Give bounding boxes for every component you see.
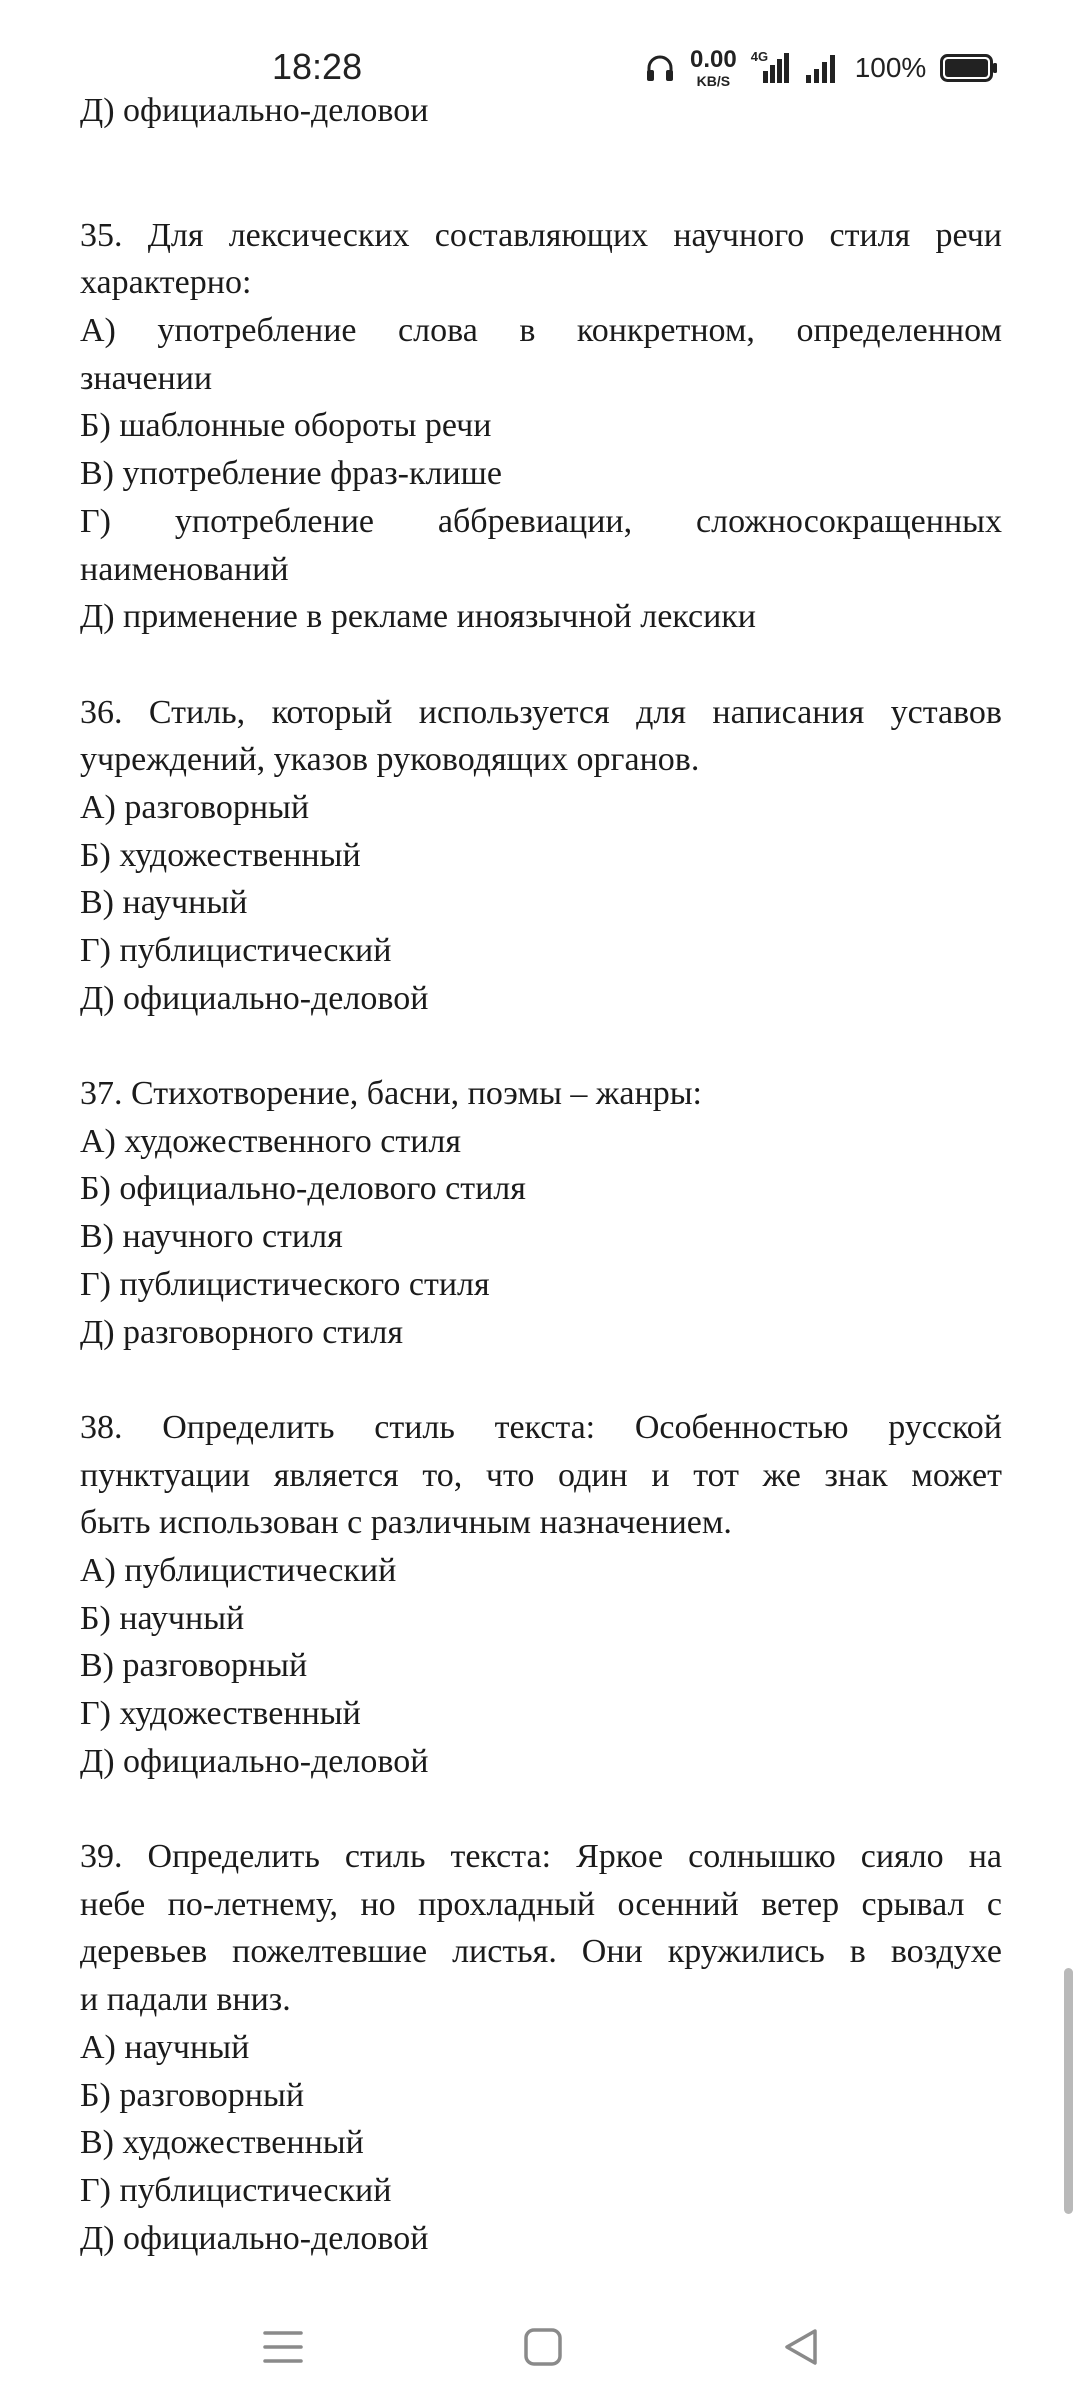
question-spacer bbox=[80, 1022, 1002, 1070]
question-text: 38. Определить стиль текста: Особенностью русской bbox=[80, 1408, 1002, 1446]
home-icon bbox=[523, 2327, 563, 2367]
question-line: характерно: bbox=[80, 264, 252, 302]
battery-icon bbox=[940, 54, 998, 82]
network-speed-unit: KB/S bbox=[696, 73, 731, 89]
question-text: 37. Стихотворение, басни, поэмы – жанры: bbox=[80, 1075, 702, 1113]
home-button[interactable] bbox=[508, 2312, 578, 2382]
question-line: А) художественного стиля bbox=[80, 1122, 462, 1160]
question-line: В) употребление фраз-клише bbox=[80, 455, 502, 493]
question-block bbox=[80, 212, 1002, 641]
menu-button[interactable] bbox=[248, 2312, 318, 2382]
question-line: Б) научный bbox=[80, 1599, 245, 1637]
question-line: Б) художественный bbox=[80, 836, 361, 874]
headphones-icon bbox=[644, 52, 676, 84]
question-line: Б) шаблонные обороты речи bbox=[80, 407, 492, 445]
question-block bbox=[80, 1833, 1002, 2262]
question-text: 36. Стиль, который используется для написания уставов bbox=[80, 693, 1002, 731]
question-line: значении bbox=[80, 359, 213, 397]
scrollbar-thumb[interactable] bbox=[1064, 1968, 1073, 2214]
network-type-label: 4G bbox=[750, 49, 769, 64]
question-line: Г) художественный bbox=[80, 1695, 361, 1732]
document-text bbox=[80, 164, 1002, 2262]
question-spacer bbox=[80, 641, 1002, 689]
question-spacer bbox=[80, 1356, 1002, 1404]
question-line: В) научного стиля bbox=[80, 1218, 343, 1256]
status-bar bbox=[0, 0, 1080, 110]
question-line: Д) официально-деловой bbox=[80, 1742, 429, 1780]
network-type bbox=[750, 49, 789, 83]
question-line: и падали вниз. bbox=[80, 1981, 291, 2019]
question-line: Б) официально-делового стиля bbox=[80, 1170, 526, 1208]
question-line: быть использован с различным назначением. bbox=[80, 1504, 732, 1542]
question-line: Д) разговорного стиля bbox=[80, 1313, 403, 1351]
back-icon bbox=[781, 2327, 821, 2367]
question-line: А) научный bbox=[80, 2028, 250, 2066]
question-line: В) художественный bbox=[80, 2124, 364, 2162]
question-line: деревьев пожелтевшие листья. Они кружились в воздухе bbox=[80, 1933, 1002, 1971]
question-block bbox=[80, 1404, 1002, 1786]
question-line: пунктуации является то, что один и тот же знак может bbox=[80, 1456, 1002, 1494]
question-line: Г) публицистический bbox=[80, 2171, 392, 2209]
question-spacer bbox=[80, 164, 1002, 212]
question-line: В) разговорный bbox=[80, 1647, 308, 1685]
question-line: Д) официально-деловой bbox=[80, 979, 429, 1017]
question-line: Г) употребление аббревиации, сложносокращенных bbox=[80, 502, 1002, 540]
question-line: наименований bbox=[80, 550, 289, 588]
status-icons bbox=[644, 44, 998, 92]
navigation-bar bbox=[0, 2290, 1080, 2400]
question-block bbox=[80, 689, 1002, 1023]
question-spacer bbox=[80, 1785, 1002, 1833]
question-line: Б) разговорный bbox=[80, 2076, 305, 2114]
question-line: Г) публицистический bbox=[80, 932, 392, 969]
question-line: Д) официально-деловой bbox=[80, 2219, 429, 2257]
question-line: А) разговорный bbox=[80, 788, 310, 826]
signal-icon bbox=[803, 53, 841, 83]
menu-icon bbox=[261, 2327, 305, 2367]
question-line: В) научный bbox=[80, 884, 248, 922]
question-line: Д) применение в рекламе иноязычной лексики bbox=[80, 598, 756, 636]
cut-off-answer-line: Д) официально-деловои bbox=[80, 92, 429, 129]
question-line: небе по-летнему, но прохладный осенний ветер срывал с bbox=[80, 1885, 1002, 1923]
network-speed-value: 0.00 bbox=[690, 46, 737, 73]
status-time: 18:28 bbox=[272, 46, 363, 87]
question-block bbox=[80, 1070, 1002, 1356]
question-line: учреждений, указов руководящих органов. bbox=[80, 741, 700, 779]
question-line: Г) публицистического стиля bbox=[80, 1265, 490, 1303]
network-speed bbox=[690, 48, 737, 88]
question-line: А) публицистический bbox=[80, 1551, 397, 1589]
back-button[interactable] bbox=[766, 2312, 836, 2382]
question-text: 39. Определить стиль текста: Яркое солнышко сияло на bbox=[80, 1838, 1002, 1876]
battery-percent: 100% bbox=[854, 52, 927, 83]
question-text: 35. Для лексических составляющих научного стиля речи bbox=[80, 216, 1002, 254]
question-line: А) употребление слова в конкретном, определенном bbox=[80, 312, 1002, 350]
